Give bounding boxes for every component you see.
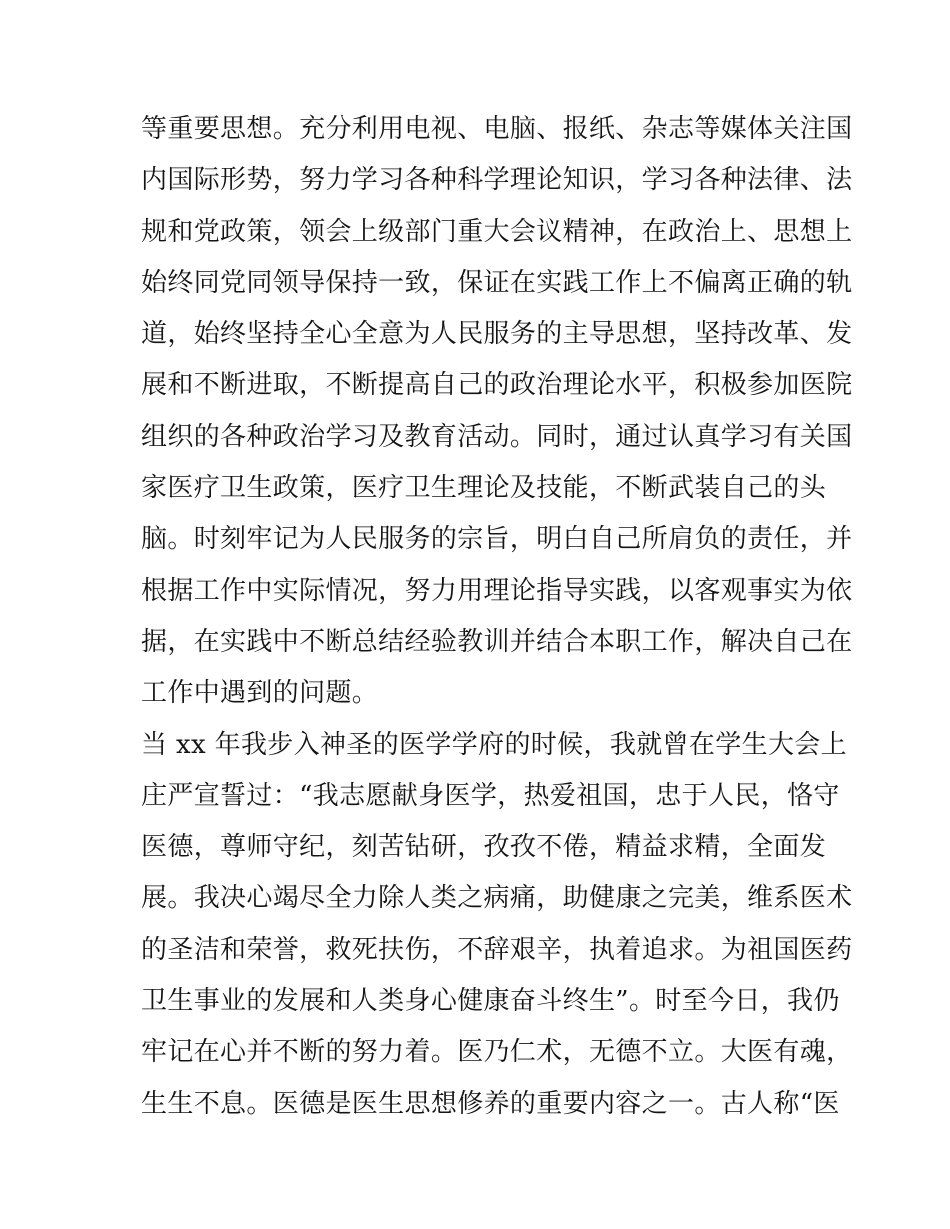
text-line: 生生不息。医德是医生思想修养的重要内容之一。古人称“医 [141,1088,840,1119]
text-line: 始终同党同领导保持一致，保证在实践工作上不偏离正确的轨 [141,267,853,298]
body-text [141,104,853,1130]
text-line: 庄严宣誓过：“我志愿献身医学，热爱祖国，忠于人民，恪守 [141,780,840,811]
text-line: 规和党政策，领会上级部门重大会议精神，在政治上、思想上 [141,216,853,247]
text-line: 组织的各种政治学习及教育活动。同时，通过认真学习有关国 [141,421,853,452]
text-line: 脑。时刻牢记为人民服务的宗旨，明白自己所肩负的责任，并 [141,524,853,555]
text-line: 牢记在心并不断的努力着。医乃仁术，无德不立。大医有魂， [141,1037,853,1068]
text-line: 家医疗卫生政策，医疗卫生理论及技能，不断武装自己的头 [141,473,827,504]
text-line: 的圣洁和荣誉，救死扶伤，不辞艰辛，执着追求。为祖国医药 [141,934,853,965]
text-line: 等重要思想。充分利用电视、电脑、报纸、杂志等媒体关注国 [141,114,853,144]
text-line: 当 xx 年我步入神圣的医学学府的时候，我就曾在学生大会上 [141,729,848,760]
text-line: 内国际形势，努力学习各种科学理论知识，学习各种法律、法 [141,165,853,196]
text-line: 道，始终坚持全心全意为人民服务的主导思想，坚持改革、发 [141,319,853,350]
text-line: 展。我决心竭尽全力除人类之病痛，助健康之完美，维系医术 [141,883,853,914]
text-line: 根据工作中实际情况，努力用理论指导实践，以客观事实为依 [141,575,853,606]
text-line: 卫生事业的发展和人类身心健康奋斗终生”。时至今日，我仍 [141,986,840,1017]
text-line: 医德，尊师守纪，刻苦钻研，孜孜不倦，精益求精，全面发 [141,832,827,863]
text-line: 据，在实践中不断总结经验教训并结合本职工作，解决自己在 [141,626,853,657]
text-line: 工作中遇到的问题。 [141,678,379,709]
text-line: 展和不断进取，不断提高自己的政治理论水平，积极参加医院 [141,370,853,401]
